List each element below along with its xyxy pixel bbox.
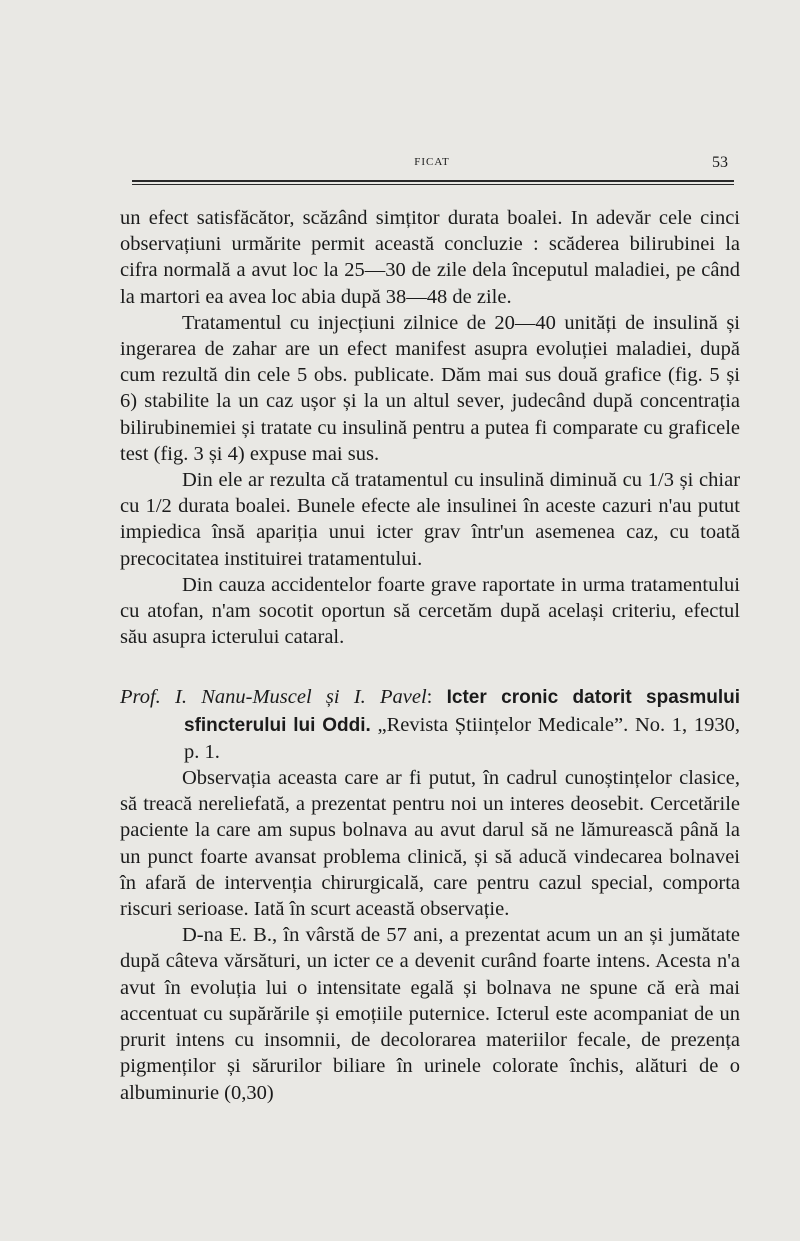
reference-source: „Revista Științelor Medicale”. No. 1, 1930, p. 1.	[184, 713, 740, 763]
running-head: FICAT	[414, 156, 450, 168]
paragraph-observation-intro: Observația aceasta care ar fi putut, în cadrul cunoștințelor clasice, să treacă nereliefată, a prezentat pentru noi un interes deosebit. Cercetările paciente la care am supus bolnava au avut darul să ne lămurească până la un punct foarte avansat problema clinică, și să aducă vindecarea bolnavei în afară de intervenția chirurgicală, care pentru cazul special, comporta riscuri serioase. Iată în scurt această observație.	[120, 767, 740, 921]
fraction-one-third: 1/3	[647, 469, 674, 492]
paragraph-insulin-results-part1: Din ele ar rezulta că tratamentul cu insulină diminuă cu	[182, 469, 643, 492]
paragraph-insulin-treatment: Tratamentul cu injecțiuni zilnice de 20—40 unități de insulină și ingerarea de zahar are un efect manifest asupra evoluției maladiei, după cum rezultă din cele 5 obs. publicate. Dăm mai sus două grafice (fig. 5 și 6) stabilite la un caz ușor și la un altul sever, judecând după concentrația bilirubinemiei și tratate cu insulină pentru a putea fi comparate cu graficele test (fig. 3 și 4) expuse mai sus.	[120, 311, 740, 465]
header-rule-thin	[132, 184, 734, 185]
paragraph-case-description: D-na E. B., în vârstă de 57 ani, a prezentat acum un an și jumătate după câteva vărsături, un icter ce a devenit curând foarte intens. Acesta n'a avut în evoluția lui o intensitate egală și bolnava ne spune că erà mai accentuat cu supărările și emoțiile puternice. Icterul este acompaniat de un prurit intens cu insomnii, de decolorarea materiilor fecale, de prezența pigmenților și sărurilor biliare în urinele colorate închis, alături de o albuminurie (0,30)	[120, 924, 740, 1104]
article-reference	[120, 684, 740, 765]
paragraph-atofan: Din cauza accidentelor foarte grave raportate in urma tratamentului cu atofan, n'am socotit oportun să cercetăm după același criteriu, efectul său asupra icterului cataral.	[120, 573, 740, 649]
paragraph-continuation: un efect satisfăcător, scăzând simțitor durata boalei. In adevăr cele cinci observațiuni urmărite permit această concluzie : scăderea bilirubinei la cifra normală a avut loc la 25—30 de zile dela începutul maladiei, pe când la martori ea avea loc abia după 38—48 de zile.	[120, 207, 740, 308]
page-header	[132, 154, 732, 174]
reference-separator: :	[426, 686, 447, 709]
reference-authors: Prof. I. Nanu-Muscel și I. Pavel	[120, 686, 427, 709]
paragraph-insulin-results	[120, 467, 740, 572]
paragraph-insulin-results-part3: durata boalei. Bunele efecte ale insulinei în aceste cazuri n'au putut impiedica însă apariția unui icter grav într'un asemenea caz, cu toată precocitatea instituirei tratamentului.	[120, 495, 740, 570]
fraction-one-half: 1/2	[145, 495, 172, 518]
reference-title: Icter cronic datorit spasmului sfincterului lui Oddi.	[184, 687, 740, 736]
body-text	[120, 205, 740, 1106]
header-rule	[132, 180, 734, 182]
paragraph-insulin-results-part2: și chiar cu	[120, 469, 741, 518]
page-number: 53	[712, 154, 728, 171]
